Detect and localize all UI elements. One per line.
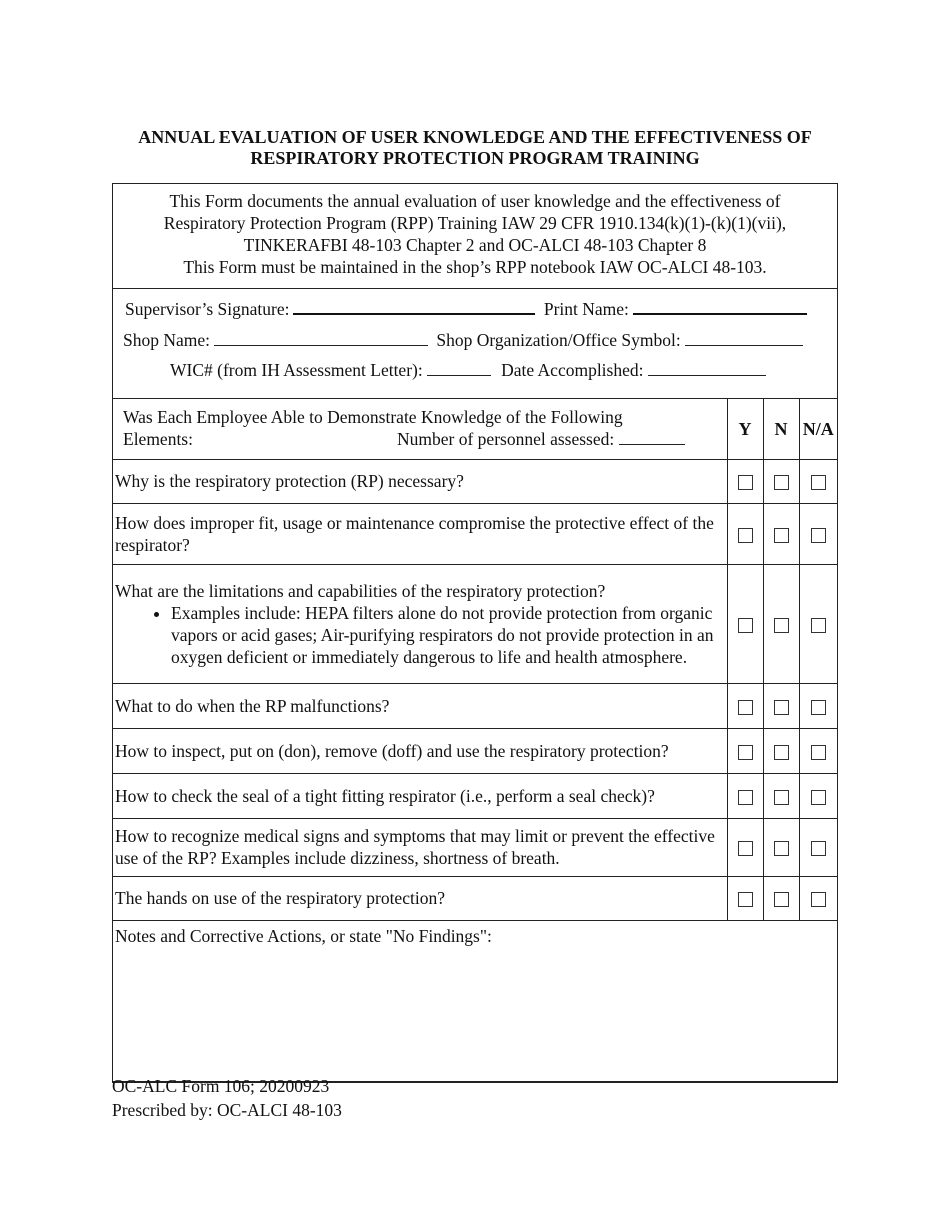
question-text: How does improper fit, usage or maintenance compromise the protective effect of the respirator? bbox=[113, 503, 727, 564]
personnel-count bbox=[397, 428, 685, 450]
supervisor-signature-field[interactable] bbox=[293, 312, 535, 315]
date-accomplished-field[interactable] bbox=[648, 374, 766, 376]
table-header-row bbox=[113, 399, 837, 459]
no-checkbox[interactable] bbox=[774, 790, 789, 805]
shop-org-label: Shop Organization/Office Symbol: bbox=[436, 330, 681, 350]
intro-line-4: This Form must be maintained in the shop’s RPP notebook IAW OC-ALCI 48-103. bbox=[183, 257, 767, 277]
column-no: N bbox=[763, 399, 799, 459]
examples-list bbox=[115, 602, 727, 668]
notes-area[interactable] bbox=[113, 920, 837, 1081]
table-row bbox=[113, 564, 837, 683]
personnel-count-label: Number of personnel assessed: bbox=[397, 428, 615, 449]
question-text: What to do when the RP malfunctions? bbox=[113, 683, 727, 728]
intro-line-1: This Form documents the annual evaluation of user knowledge and the effectiveness of bbox=[169, 191, 781, 211]
no-checkbox[interactable] bbox=[774, 475, 789, 490]
na-checkbox[interactable] bbox=[811, 790, 826, 805]
yes-checkbox[interactable] bbox=[738, 700, 753, 715]
form-title bbox=[0, 127, 950, 169]
shop-name-field[interactable] bbox=[214, 344, 428, 346]
supervisor-signature-label: Supervisor’s Signature: bbox=[125, 299, 290, 319]
table-row bbox=[113, 459, 837, 503]
wic-row bbox=[170, 360, 766, 381]
no-checkbox[interactable] bbox=[774, 528, 789, 543]
questions-table bbox=[113, 399, 837, 1082]
question-text: How to check the seal of a tight fitting respirator (i.e., perform a seal check)? bbox=[113, 773, 727, 818]
form-title-line-2: RESPIRATORY PROTECTION PROGRAM TRAINING bbox=[250, 148, 700, 168]
table-row bbox=[113, 728, 837, 773]
shop-row bbox=[123, 330, 803, 351]
yes-checkbox[interactable] bbox=[738, 528, 753, 543]
elements-label: Elements: bbox=[123, 428, 193, 449]
column-yes: Y bbox=[727, 399, 763, 459]
wic-field[interactable] bbox=[427, 374, 491, 376]
na-checkbox[interactable] bbox=[811, 700, 826, 715]
na-checkbox[interactable] bbox=[811, 475, 826, 490]
no-checkbox[interactable] bbox=[774, 841, 789, 856]
yes-checkbox[interactable] bbox=[738, 841, 753, 856]
table-row bbox=[113, 503, 837, 564]
no-checkbox[interactable] bbox=[774, 618, 789, 633]
na-checkbox[interactable] bbox=[811, 892, 826, 907]
no-checkbox[interactable] bbox=[774, 745, 789, 760]
form-footer bbox=[112, 1074, 342, 1122]
table-row bbox=[113, 683, 837, 728]
print-name-label: Print Name: bbox=[543, 299, 629, 319]
yes-checkbox[interactable] bbox=[738, 745, 753, 760]
no-checkbox[interactable] bbox=[774, 892, 789, 907]
yes-checkbox[interactable] bbox=[738, 618, 753, 633]
personnel-count-field[interactable] bbox=[619, 430, 685, 445]
question-text: How to recognize medical signs and symptoms that may limit or prevent the effective use of the RP? Examples include dizziness, shortness of breath. bbox=[113, 818, 727, 876]
table-header-line-1: Was Each Employee Able to Demonstrate Knowledge of the Following bbox=[123, 406, 623, 427]
wic-label: WIC# (from IH Assessment Letter): bbox=[170, 360, 423, 380]
table-row bbox=[113, 876, 837, 920]
shop-name-label: Shop Name: bbox=[123, 330, 211, 350]
question-text: What are the limitations and capabilities of the respiratory protection? bbox=[115, 580, 606, 601]
list-item: • Examples include: HEPA filters alone do not provide protection from organic vapors or acid gases; Air-purifying respirators do not provide protection in an oxygen deficient or immediately dangerous to life and health atmosphere. bbox=[171, 602, 727, 668]
intro-line-3: TINKERAFBI 48-103 Chapter 2 and OC-ALCI 48-103 Chapter 8 bbox=[243, 235, 707, 255]
notes-row bbox=[113, 920, 837, 1081]
table-header-line-2 bbox=[123, 428, 717, 450]
supervisor-signature-row bbox=[125, 299, 807, 320]
form-id: OC-ALC Form 106; 20200923 bbox=[112, 1076, 330, 1096]
question-text: Why is the respiratory protection (RP) necessary? bbox=[113, 459, 727, 503]
form-title-line-1: ANNUAL EVALUATION OF USER KNOWLEDGE AND THE EFFECTIVENESS OF bbox=[138, 127, 812, 147]
date-accomplished-label: Date Accomplished: bbox=[501, 360, 644, 380]
no-checkbox[interactable] bbox=[774, 700, 789, 715]
evaluation-form bbox=[112, 183, 838, 1083]
question-text: The hands on use of the respiratory protection? bbox=[113, 876, 727, 920]
notes-label: Notes and Corrective Actions, or state "No Findings": bbox=[115, 925, 492, 946]
question-cell bbox=[113, 564, 727, 683]
table-row bbox=[113, 773, 837, 818]
table-row bbox=[113, 818, 837, 876]
question-text: How to inspect, put on (don), remove (doff) and use the respiratory protection? bbox=[113, 728, 727, 773]
na-checkbox[interactable] bbox=[811, 618, 826, 633]
na-checkbox[interactable] bbox=[811, 841, 826, 856]
na-checkbox[interactable] bbox=[811, 528, 826, 543]
yes-checkbox[interactable] bbox=[738, 790, 753, 805]
prescribed-by: Prescribed by: OC-ALCI 48-103 bbox=[112, 1100, 342, 1120]
signature-block bbox=[113, 289, 837, 399]
intro-block bbox=[113, 184, 837, 289]
yes-checkbox[interactable] bbox=[738, 892, 753, 907]
yes-checkbox[interactable] bbox=[738, 475, 753, 490]
na-checkbox[interactable] bbox=[811, 745, 826, 760]
shop-org-field[interactable] bbox=[685, 344, 803, 346]
print-name-field[interactable] bbox=[633, 312, 807, 315]
intro-line-2: Respiratory Protection Program (RPP) Training IAW 29 CFR 1910.134(k)(1)-(k)(1)(vii), bbox=[163, 213, 787, 233]
table-header-question bbox=[113, 399, 727, 459]
column-na: N/A bbox=[799, 399, 837, 459]
